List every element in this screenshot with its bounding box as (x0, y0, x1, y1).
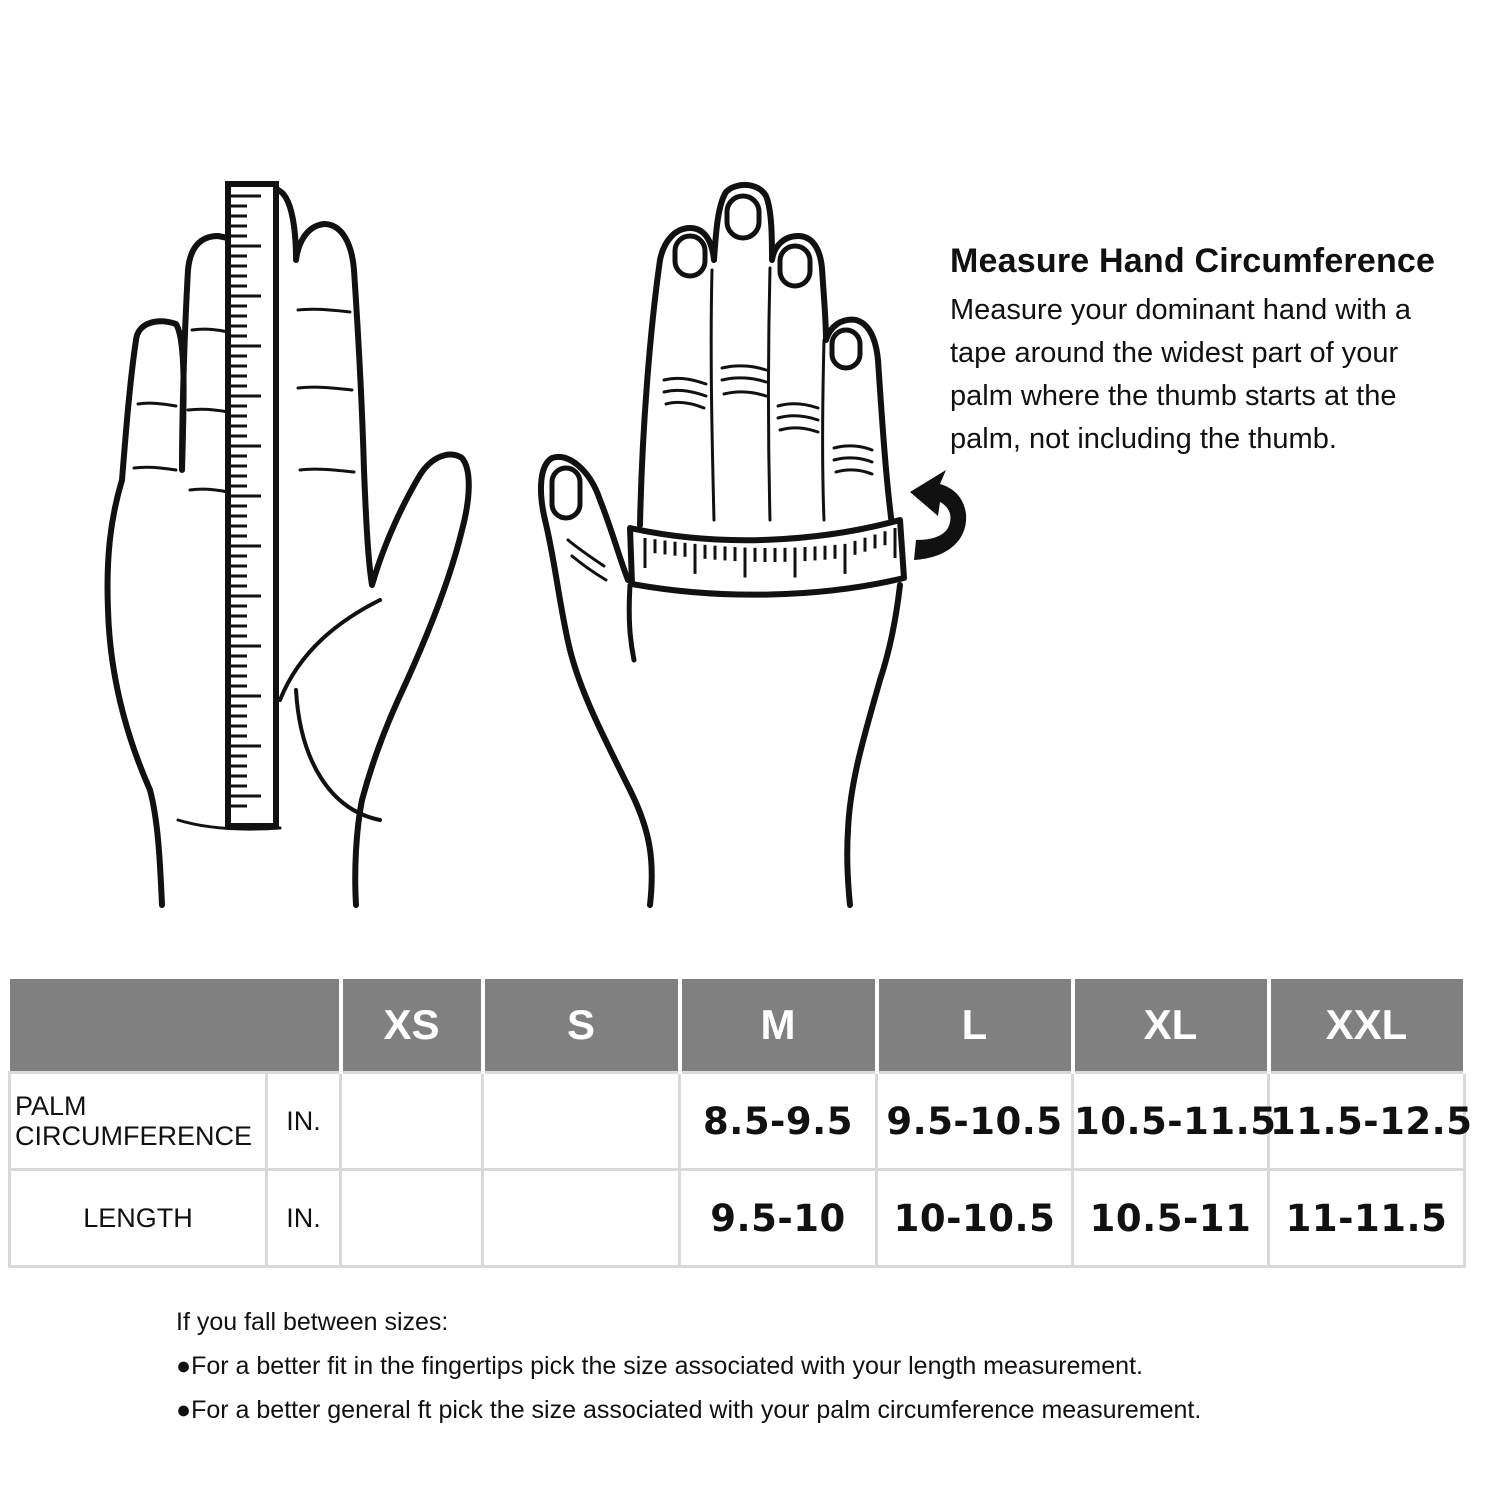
size-header-xs: XS (341, 979, 483, 1073)
ruler-icon (228, 184, 276, 826)
cell-xxl: 11.5-12.5 (1269, 1073, 1465, 1170)
cell-s (483, 1073, 680, 1170)
row-unit: IN. (267, 1170, 341, 1267)
row-label-line: PALM (15, 1091, 87, 1121)
cell-xl: 10.5-11.5 (1073, 1073, 1269, 1170)
size-header-xxl: XXL (1269, 979, 1465, 1073)
header-blank-cell (10, 979, 341, 1073)
instructions-title: Measure Hand Circumference (950, 242, 1436, 280)
instructions-line: tape around the widest part of your (950, 337, 1399, 369)
cell-xs (341, 1073, 483, 1170)
measuring-tape-icon (630, 520, 904, 595)
row-unit: IN. (267, 1073, 341, 1170)
size-header-row (10, 979, 1465, 1073)
cell-xxl: 11-11.5 (1269, 1170, 1465, 1267)
size-header-m: M (680, 979, 877, 1073)
table-row-length (10, 1170, 1465, 1267)
cell-m: 8.5-9.5 (680, 1073, 877, 1170)
size-header-l: L (877, 979, 1073, 1073)
left-hand-illustration (108, 190, 469, 905)
cell-xl: 10.5-11 (1073, 1170, 1269, 1267)
instructions-line: palm, not including the thumb. (950, 423, 1337, 455)
wrap-arrow-icon (910, 470, 966, 560)
size-chart-table (8, 979, 1473, 1268)
sizing-notes (176, 1300, 1376, 1432)
row-label-palm-circumference (10, 1073, 267, 1170)
notes-bullet: ●For a better fit in the fingertips pick the size associated with your length measurement. (176, 1352, 1143, 1380)
row-label-line: CIRCUMFERENCE (15, 1121, 253, 1151)
notes-bullet: ●For a better general ft pick the size associated with your palm circumference measurement. (176, 1396, 1202, 1424)
size-header-s: S (483, 979, 680, 1073)
cell-s (483, 1170, 680, 1267)
instructions-line: palm where the thumb starts at the (950, 380, 1397, 412)
cell-l: 9.5-10.5 (877, 1073, 1073, 1170)
cell-l: 10-10.5 (877, 1170, 1073, 1267)
instructions-line: Measure your dominant hand with a (950, 294, 1412, 326)
cell-m: 9.5-10 (680, 1170, 877, 1267)
row-label-length: LENGTH (10, 1170, 267, 1267)
cell-xs (341, 1170, 483, 1267)
notes-heading: If you fall between sizes: (176, 1308, 449, 1336)
instructions-block (950, 242, 1470, 461)
size-header-xl: XL (1073, 979, 1269, 1073)
table-row-palm-circumference (10, 1073, 1465, 1170)
